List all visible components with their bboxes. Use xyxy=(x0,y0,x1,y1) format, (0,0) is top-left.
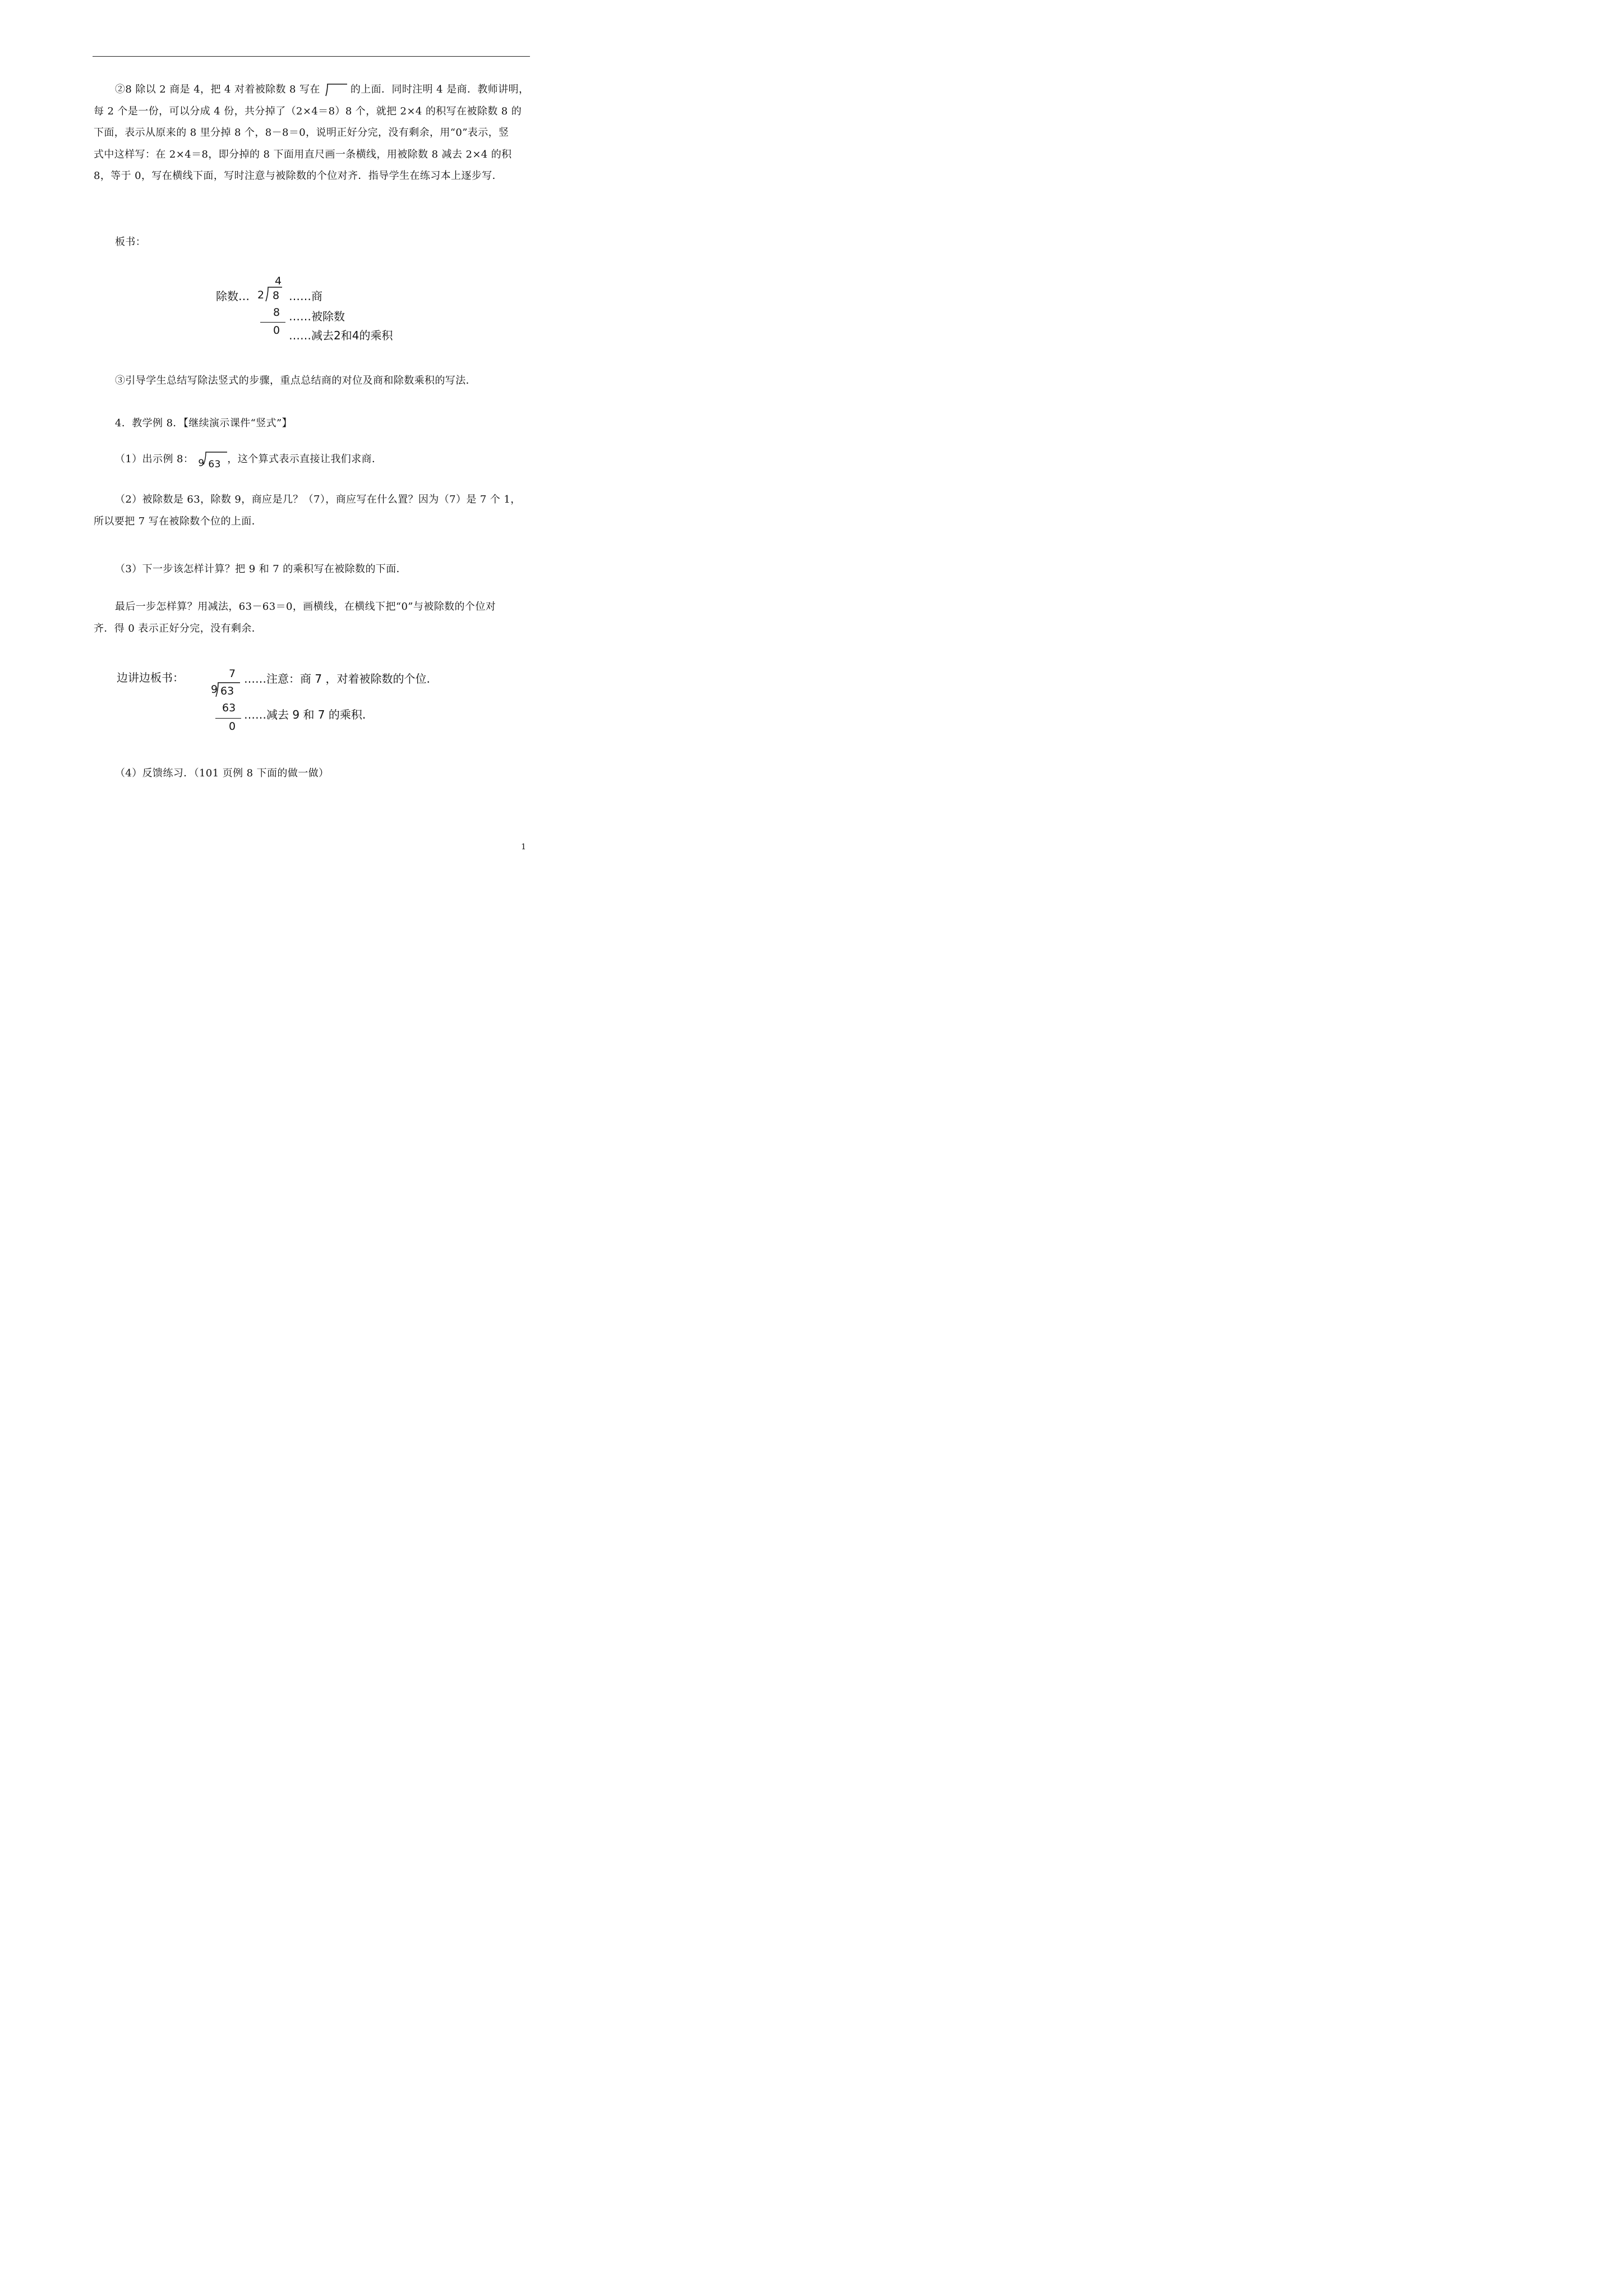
paragraph-line: （4）反馈练习．（101 页例 8 下面的做一做） xyxy=(115,767,329,779)
text-segment: 的上面．同时注明 4 是商．教师讲明， xyxy=(350,84,529,95)
note-dividend: ……被除数 xyxy=(289,310,345,323)
divisor-label: 除数… xyxy=(216,289,250,303)
divisor: 9 xyxy=(211,683,218,696)
paragraph-line: 每 2 个是一份，可以分成 4 份，共分掉了（2×4＝8）8 个，就把 2×4 的积写在被除数 8 的 xyxy=(94,105,522,117)
paragraph-example8 xyxy=(94,413,530,435)
paragraph-line: 最后一步怎样算？用减法，63－63＝0，画横线，在横线下把“0”与被除数的个位对 xyxy=(115,601,496,613)
note-quotient: ……注意：商 7 ，对着被除数的个位. xyxy=(244,672,430,685)
long-division-diagram-1 xyxy=(216,274,418,344)
subtraction-line xyxy=(260,322,285,323)
paragraph-last-step xyxy=(94,596,530,639)
quotient: 4 xyxy=(275,275,282,287)
paragraph-line: 8，等于 0，写在横线下面，写时注意与被除数的个位对齐．指导学生在练习本上逐步写． xyxy=(94,170,503,182)
dividend: 8 xyxy=(273,289,280,302)
division-bracket-icon xyxy=(322,82,348,97)
board-while-explaining-label: 边讲边板书： xyxy=(117,671,184,684)
product: 63 xyxy=(222,702,236,714)
paragraph-step2 xyxy=(94,79,530,187)
paragraph-line: 4．教学例 8．【继续演示课件“竖式”】 xyxy=(115,417,293,429)
page-number: 1 xyxy=(521,843,526,852)
paragraph-line: 式中这样写：在 2×4＝8，即分掉的 8 下面用直尺画一条横线，用被除数 8 减去 2×4 的积 xyxy=(94,148,512,160)
paragraph-feedback xyxy=(94,763,530,785)
inline-division-expression xyxy=(197,451,227,470)
paragraph-line: 下面，表示从原来的 8 里分掉 8 个，8－8＝0，说明正好分完，没有剩余，用“0”表示，竖 xyxy=(94,127,509,139)
product: 8 xyxy=(273,306,280,319)
paragraph-line: 齐．得 0 表示正好分完，没有剩余． xyxy=(94,622,262,634)
paragraph-step3 xyxy=(94,370,530,392)
text-segment: ②8 除以 2 商是 4，把 4 对着被除数 8 写在 xyxy=(115,84,320,95)
divisor: 9 xyxy=(198,458,205,469)
quotient: 7 xyxy=(229,668,236,680)
text-segment: ，这个算式表示直接让我们求商． xyxy=(227,453,382,465)
paragraph-show-example xyxy=(94,449,530,471)
paragraph-line xyxy=(94,79,530,101)
divisor: 2 xyxy=(257,289,265,301)
note-product: ……减去 9 和 7 的乘积. xyxy=(244,708,366,721)
paragraph-line: 所以要把 7 写在被除数个位的上面． xyxy=(94,515,262,527)
remainder: 0 xyxy=(229,720,236,733)
dividend: 63 xyxy=(208,459,221,470)
paragraph-line: （3）下一步该怎样计算？把 9 和 7 的乘积写在被除数的下面． xyxy=(115,563,407,575)
paragraph-line: （2）被除数是 63，除数 9，商应是几？（7），商应写在什么置？因为（7）是 7 个 1， xyxy=(115,494,521,505)
remainder: 0 xyxy=(273,324,280,337)
note-remainder: ……减去2和4的乘积 xyxy=(289,329,393,342)
text-segment: （1）出示例 8： xyxy=(115,453,194,465)
board-label xyxy=(94,232,530,254)
paragraph-question3 xyxy=(94,559,530,581)
dividend: 63 xyxy=(220,685,234,697)
note-quotient: ……商 xyxy=(289,289,322,303)
long-division-diagram-2 xyxy=(117,665,464,738)
header-rule xyxy=(93,56,530,57)
paragraph-line: ③引导学生总结写除法竖式的步骤，重点总结商的对位及商和除数乘积的写法． xyxy=(115,375,476,386)
subtraction-line xyxy=(215,718,241,719)
board-label-text: 板书： xyxy=(115,236,146,248)
paragraph-question2 xyxy=(94,489,530,532)
paragraph-line xyxy=(94,449,530,471)
